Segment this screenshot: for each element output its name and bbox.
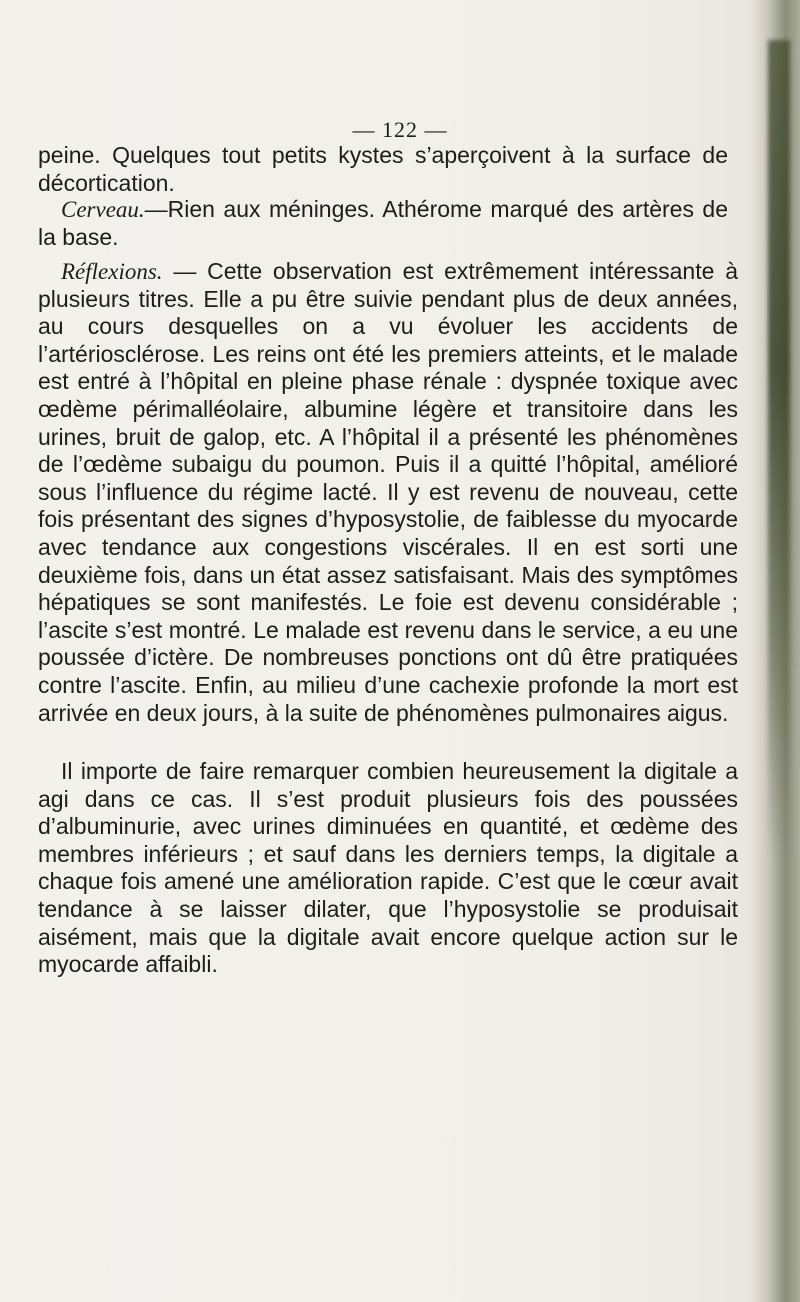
paragraph-reflexions: [38, 258, 738, 727]
page-number: — 122 —: [352, 117, 448, 142]
paragraph-digitale: Il importe de faire remarquer combien heureusement la digitale a agi dans ce cas. Il s’est produit plusieurs fois des poussées d’albuminurie, avec urines diminuées en quantité, et œdème des membres inférieurs ; et sauf dans les derniers temps, la digitale a chaque fois amené une amélioration rapide. C’est que le cœur avait tendance à se laisser dilater, que l’hyposystolie se produisait aisément, mais que la digitale avait encore quelque action sur le myocarde affaibli.: [38, 758, 738, 978]
paragraph-cerveau: [38, 196, 728, 251]
paragraph-text-reflexions: — Cette observation est extrêmement intéressante à plusieurs titres. Elle a pu être suivie pendant plus de deux années, au cours desquelles on a vu évoluer les accidents de l’artériosclérose. Les reins ont été les premiers atteints, et le malade est entré à l’hôpital en pleine phase rénale : dyspnée toxique avec œdème périmalléolaire, albumine légère et transitoire dans les urines, bruit de galop, etc. A l’hôpital il a présenté les phénomènes de l’œdème subaigu du poumon. Puis il a quitté l’hôpital, amélioré sous l’influence du régime lacté. Il y est revenu de nouveau, cette fois présentant des signes d’hyposystolie, de faiblesse du myocarde avec tendance aux congestions viscérales. Il en est sorti une deuxième fois, dans un état assez satisfaisant. Mais des symptômes hépatiques se sont manifestés. Le foie est devenu considérable ; l’ascite s’est montré. Le malade est revenu dans le service, a eu une poussée d’ictère. De nombreuses ponctions ont dû être pratiquées contre l’ascite. Enfin, au milieu d’une cachexie profonde la mort est arrivée en deux jours, à la suite de phénomènes pulmonaires aigus.: [38, 258, 738, 726]
paragraph-lead-reflexions: Réflexions.: [61, 259, 163, 284]
paragraph-continuation: peine. Quelques tout petits kystes s’aperçoivent à la surface de décortication.: [38, 142, 728, 196]
paragraph-lead-cerveau: Cerveau.: [61, 197, 145, 222]
binding-stain: [768, 40, 790, 860]
paragraph-text-cerveau: —Rien aux méninges. Athérome marqué des artères de la base.: [38, 196, 728, 250]
